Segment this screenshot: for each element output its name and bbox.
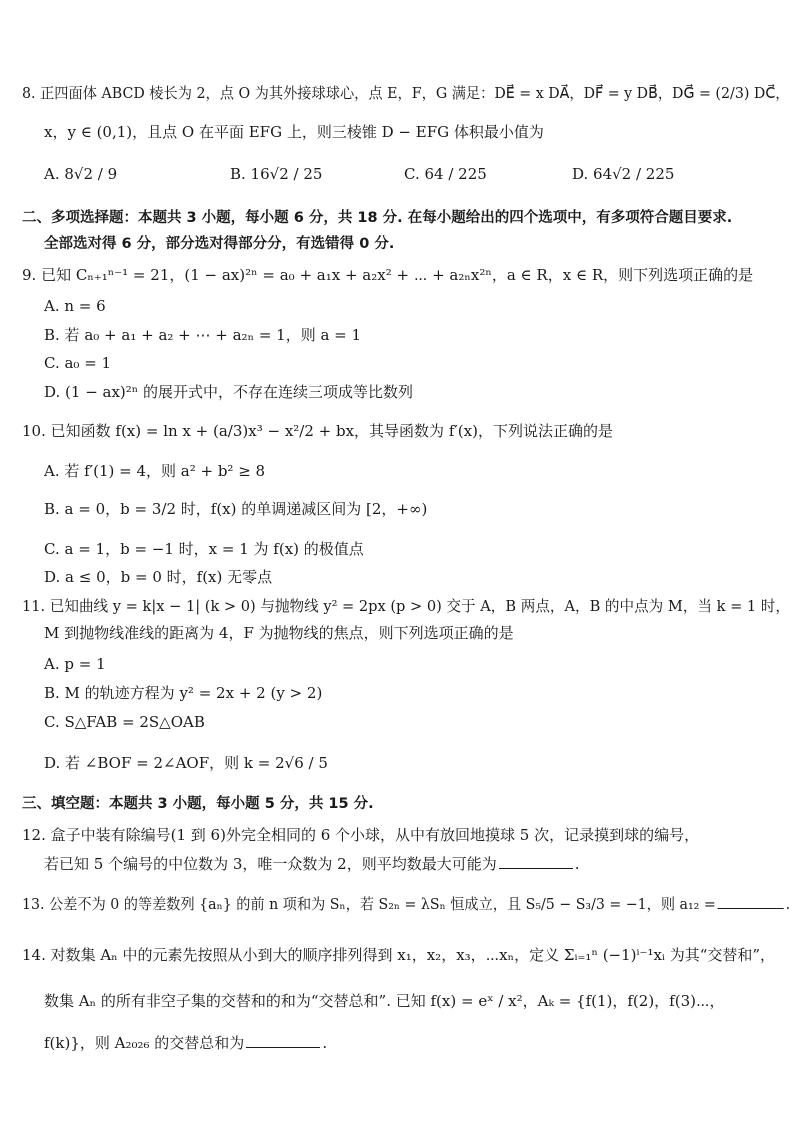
q13-end: . xyxy=(785,895,791,913)
q14-answer-blank[interactable] xyxy=(246,1035,320,1048)
q13-line1-text: 13. 公差不为 0 的等差数列 {aₙ} 的前 n 项和为 Sₙ，若 S₂ₙ = λSₙ 恒成立，且 S₅/5 − S₃/3 = −1，则 a₁₂ = xyxy=(22,895,716,913)
q9-stem: 9. 已知 Cₙ₊₁ⁿ⁻¹ = 21，(1 − ax)²ⁿ = a₀ + a₁x + a₂x² + ⋯ + a₂ₙx²ⁿ，a ∈ R，x ∈ R，则下列选项正确的是 xyxy=(22,266,754,284)
q12-line2-text: 若已知 5 个编号的中位数为 3，唯一众数为 2，则平均数最大可能为 xyxy=(44,855,497,873)
q10-option-a: A. 若 f′(1) = 4，则 a² + b² ≥ 8 xyxy=(44,462,266,480)
q8-option-c: C. 64 / 225 xyxy=(404,165,487,183)
q12-line2 xyxy=(44,855,580,873)
q11-line2: M 到抛物线准线的距离为 4，F 为抛物线的焦点，则下列选项正确的是 xyxy=(44,624,514,642)
q10-option-c: C. a = 1，b = −1 时，x = 1 为 f(x) 的极值点 xyxy=(44,540,364,558)
q13-line1 xyxy=(22,895,790,913)
q11-line1: 11. 已知曲线 y = k|x − 1| (k > 0) 与抛物线 y² = 2px (p > 0) 交于 A，B 两点，A，B 的中点为 M，当 k = 1 时， xyxy=(22,597,791,615)
q11-option-a: A. p = 1 xyxy=(44,655,106,673)
q8-option-d: D. 64√2 / 225 xyxy=(572,165,675,183)
section3-line1: 三、填空题：本题共 3 小题，每小题 5 分，共 15 分. xyxy=(22,796,374,812)
section2-line2: 全部选对得 6 分，部分选对得部分分，有选错得 0 分. xyxy=(44,236,395,252)
q11-option-c: C. S△FAB = 2S△OAB xyxy=(44,713,205,731)
q9-option-d: D. (1 − ax)²ⁿ 的展开式中，不存在连续三项成等比数列 xyxy=(44,383,414,401)
q9-option-a: A. n = 6 xyxy=(44,297,106,315)
q11-option-b: B. M 的轨迹方程为 y² = 2x + 2 (y > 2) xyxy=(44,684,323,702)
q14-end: . xyxy=(322,1034,328,1052)
q10-stem: 10. 已知函数 f(x) = ln x + (a/3)x³ − x²/2 + bx，其导函数为 f′(x)，下列说法正确的是 xyxy=(22,422,613,440)
q14-line3-text: f(k)}，则 A₂₀₂₆ 的交替总和为 xyxy=(44,1034,245,1052)
q12-end: . xyxy=(574,855,580,873)
q10-option-d: D. a ≤ 0，b = 0 时，f(x) 无零点 xyxy=(44,568,273,586)
q13-answer-blank[interactable] xyxy=(718,896,784,909)
q14-line2: 数集 Aₙ 的所有非空子集的交替和的和为“交替总和”. 已知 f(x) = eˣ / x²，Aₖ = {f(1)，f(2)，f(3)⋯， xyxy=(44,992,725,1010)
q9-option-b: B. 若 a₀ + a₁ + a₂ + ⋯ + a₂ₙ = 1，则 a = 1 xyxy=(44,326,362,344)
q14-line1: 14. 对数集 Aₙ 中的元素先按照从小到大的顺序排列得到 x₁，x₂，x₃，⋯xₙ，定义 Σᵢ₌₁ⁿ (−1)ⁱ⁻¹xᵢ 为其“交替和”， xyxy=(22,946,776,964)
q9-option-c: C. a₀ = 1 xyxy=(44,354,112,372)
q10-option-b: B. a = 0，b = 3/2 时，f(x) 的单调递减区间为 [2，+∞) xyxy=(44,500,428,518)
q11-option-d: D. 若 ∠BOF = 2∠AOF，则 k = 2√6 / 5 xyxy=(44,754,328,772)
section2-line1: 二、多项选择题：本题共 3 小题，每小题 6 分，共 18 分. 在每小题给出的四个选项中，有多项符合题目要求. xyxy=(22,210,733,226)
q8-option-b: B. 16√2 / 25 xyxy=(230,165,323,183)
q12-line1: 12. 盒子中装有除编号(1 到 6)外完全相同的 6 个小球，从中有放回地摸球 5 次，记录摸到球的编号， xyxy=(22,826,700,844)
q8-line1: 8. 正四面体 ABCD 棱长为 2，点 O 为其外接球球心，点 E，F，G 满足：DE⃗ = x DA⃗，DF⃗ = y DB⃗，DG⃗ = (2/3) DC⃗， xyxy=(22,84,790,102)
q14-line3 xyxy=(44,1034,327,1052)
q8-line2: x，y ∈ (0,1)，且点 O 在平面 EFG 上，则三棱锥 D − EFG 体积最小值为 xyxy=(44,123,544,141)
q12-answer-blank[interactable] xyxy=(499,856,573,869)
q8-option-a: A. 8√2 / 9 xyxy=(44,165,118,183)
